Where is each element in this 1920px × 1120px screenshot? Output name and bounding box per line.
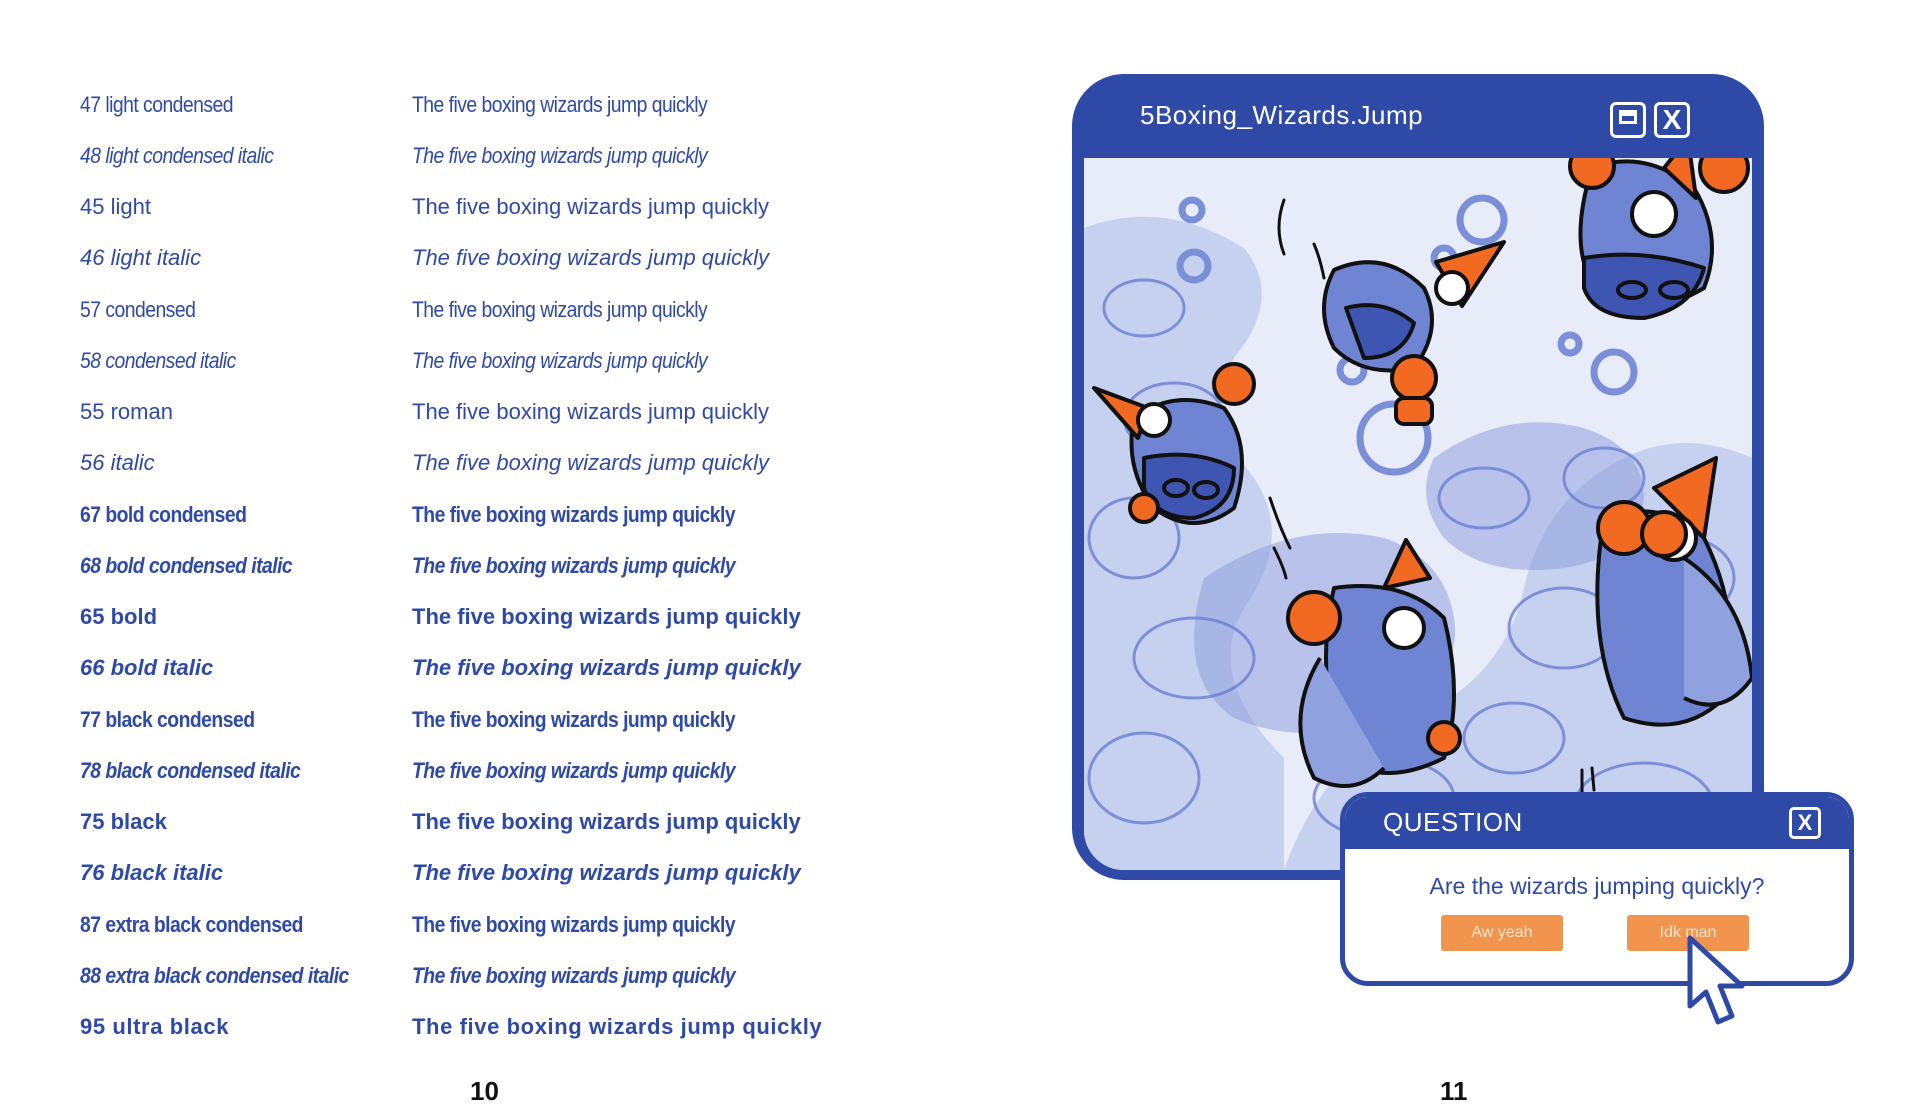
sample-text: The five boxing wizards jump quickly (412, 963, 736, 988)
page-number-right: 11 (1440, 1076, 1468, 1106)
weight-name: 95 ultra black (80, 1014, 230, 1039)
specimen-row (0, 604, 960, 644)
specimen-row (0, 707, 960, 747)
window-close-button[interactable]: X (1654, 102, 1690, 138)
wizard-illustration (1084, 158, 1752, 870)
sample-text: The five boxing wizards jump quickly (412, 758, 736, 783)
weight-name: 56 italic (80, 450, 155, 475)
weight-name: 76 black italic (80, 860, 224, 885)
sample-text: The five boxing wizards jump quickly (412, 92, 708, 117)
sample-text: The five boxing wizards jump quickly (412, 553, 736, 578)
weight-name: 87 extra black condensed (80, 912, 303, 937)
illustration-art (1084, 158, 1752, 870)
weight-name: 78 black condensed italic (80, 758, 301, 783)
sample-text: The five boxing wizards jump quickly (412, 348, 708, 373)
page-number-left: 10 (470, 1076, 499, 1106)
sample-text: The five boxing wizards jump quickly (412, 809, 801, 834)
weight-name: 67 bold condensed (80, 502, 247, 527)
dialog-close-button[interactable]: X (1789, 807, 1821, 839)
weight-name: 75 black (80, 809, 167, 834)
sample-text: The five boxing wizards jump quickly (412, 604, 801, 629)
specimen-row (0, 245, 960, 285)
sample-text: The five boxing wizards jump quickly (412, 143, 708, 168)
maximize-icon (1619, 110, 1637, 124)
specimen-row (0, 92, 960, 132)
sample-text: The five boxing wizards jump quickly (412, 245, 770, 270)
weight-name: 48 light condensed italic (80, 143, 274, 168)
dialog-question: Are the wizards jumping quickly? (1429, 873, 1765, 899)
specimen-row (0, 143, 960, 183)
weight-name: 88 extra black condensed italic (80, 963, 349, 988)
weight-name: 66 bold italic (80, 655, 214, 680)
sample-text: The five boxing wizards jump quickly (412, 912, 736, 937)
sample-text: The five boxing wizards jump quickly (412, 655, 801, 680)
weight-name: 45 light (80, 194, 151, 219)
specimen-row (0, 553, 960, 593)
weight-name: 77 black condensed (80, 707, 255, 732)
specimen-row (0, 399, 960, 439)
sample-text: The five boxing wizards jump quickly (412, 399, 770, 424)
maximize-button[interactable] (1610, 102, 1646, 138)
specimen-row (0, 963, 960, 1003)
sample-text: The five boxing wizards jump quickly (412, 297, 708, 322)
sample-text: The five boxing wizards jump quickly (412, 194, 770, 219)
sample-text: The five boxing wizards jump quickly (412, 860, 801, 885)
specimen-row (0, 912, 960, 952)
weight-name: 46 light italic (80, 245, 202, 270)
weight-name: 57 condensed (80, 297, 196, 322)
weight-name: 58 condensed italic (80, 348, 236, 373)
sample-text: The five boxing wizards jump quickly (412, 450, 770, 475)
specimen-row (0, 860, 960, 900)
specimen-row (0, 655, 960, 695)
specimen-row (0, 1014, 960, 1054)
specimen-row (0, 502, 960, 542)
dialog-title: QUESTION (1383, 807, 1523, 837)
sample-text: The five boxing wizards jump quickly (412, 1014, 823, 1039)
weight-name: 65 bold (80, 604, 158, 629)
weight-name: 68 bold condensed italic (80, 553, 293, 578)
aw-yeah-button[interactable]: Aw yeah (1441, 915, 1563, 951)
sample-text: The five boxing wizards jump quickly (412, 502, 736, 527)
cursor-icon (1684, 934, 1754, 1030)
specimen-row (0, 809, 960, 849)
window-title: 5Boxing_Wizards.Jump (1140, 100, 1424, 130)
question-dialog (1340, 792, 1854, 986)
weight-name: 47 light condensed (80, 92, 234, 117)
idk-man-button[interactable]: Idk man (1627, 915, 1749, 951)
specimen-row (0, 450, 960, 490)
weight-name: 55 roman (80, 399, 173, 424)
specimen-row (0, 194, 960, 234)
specimen-row (0, 348, 960, 388)
sample-text: The five boxing wizards jump quickly (412, 707, 736, 732)
specimen-row (0, 758, 960, 798)
specimen-row (0, 297, 960, 337)
